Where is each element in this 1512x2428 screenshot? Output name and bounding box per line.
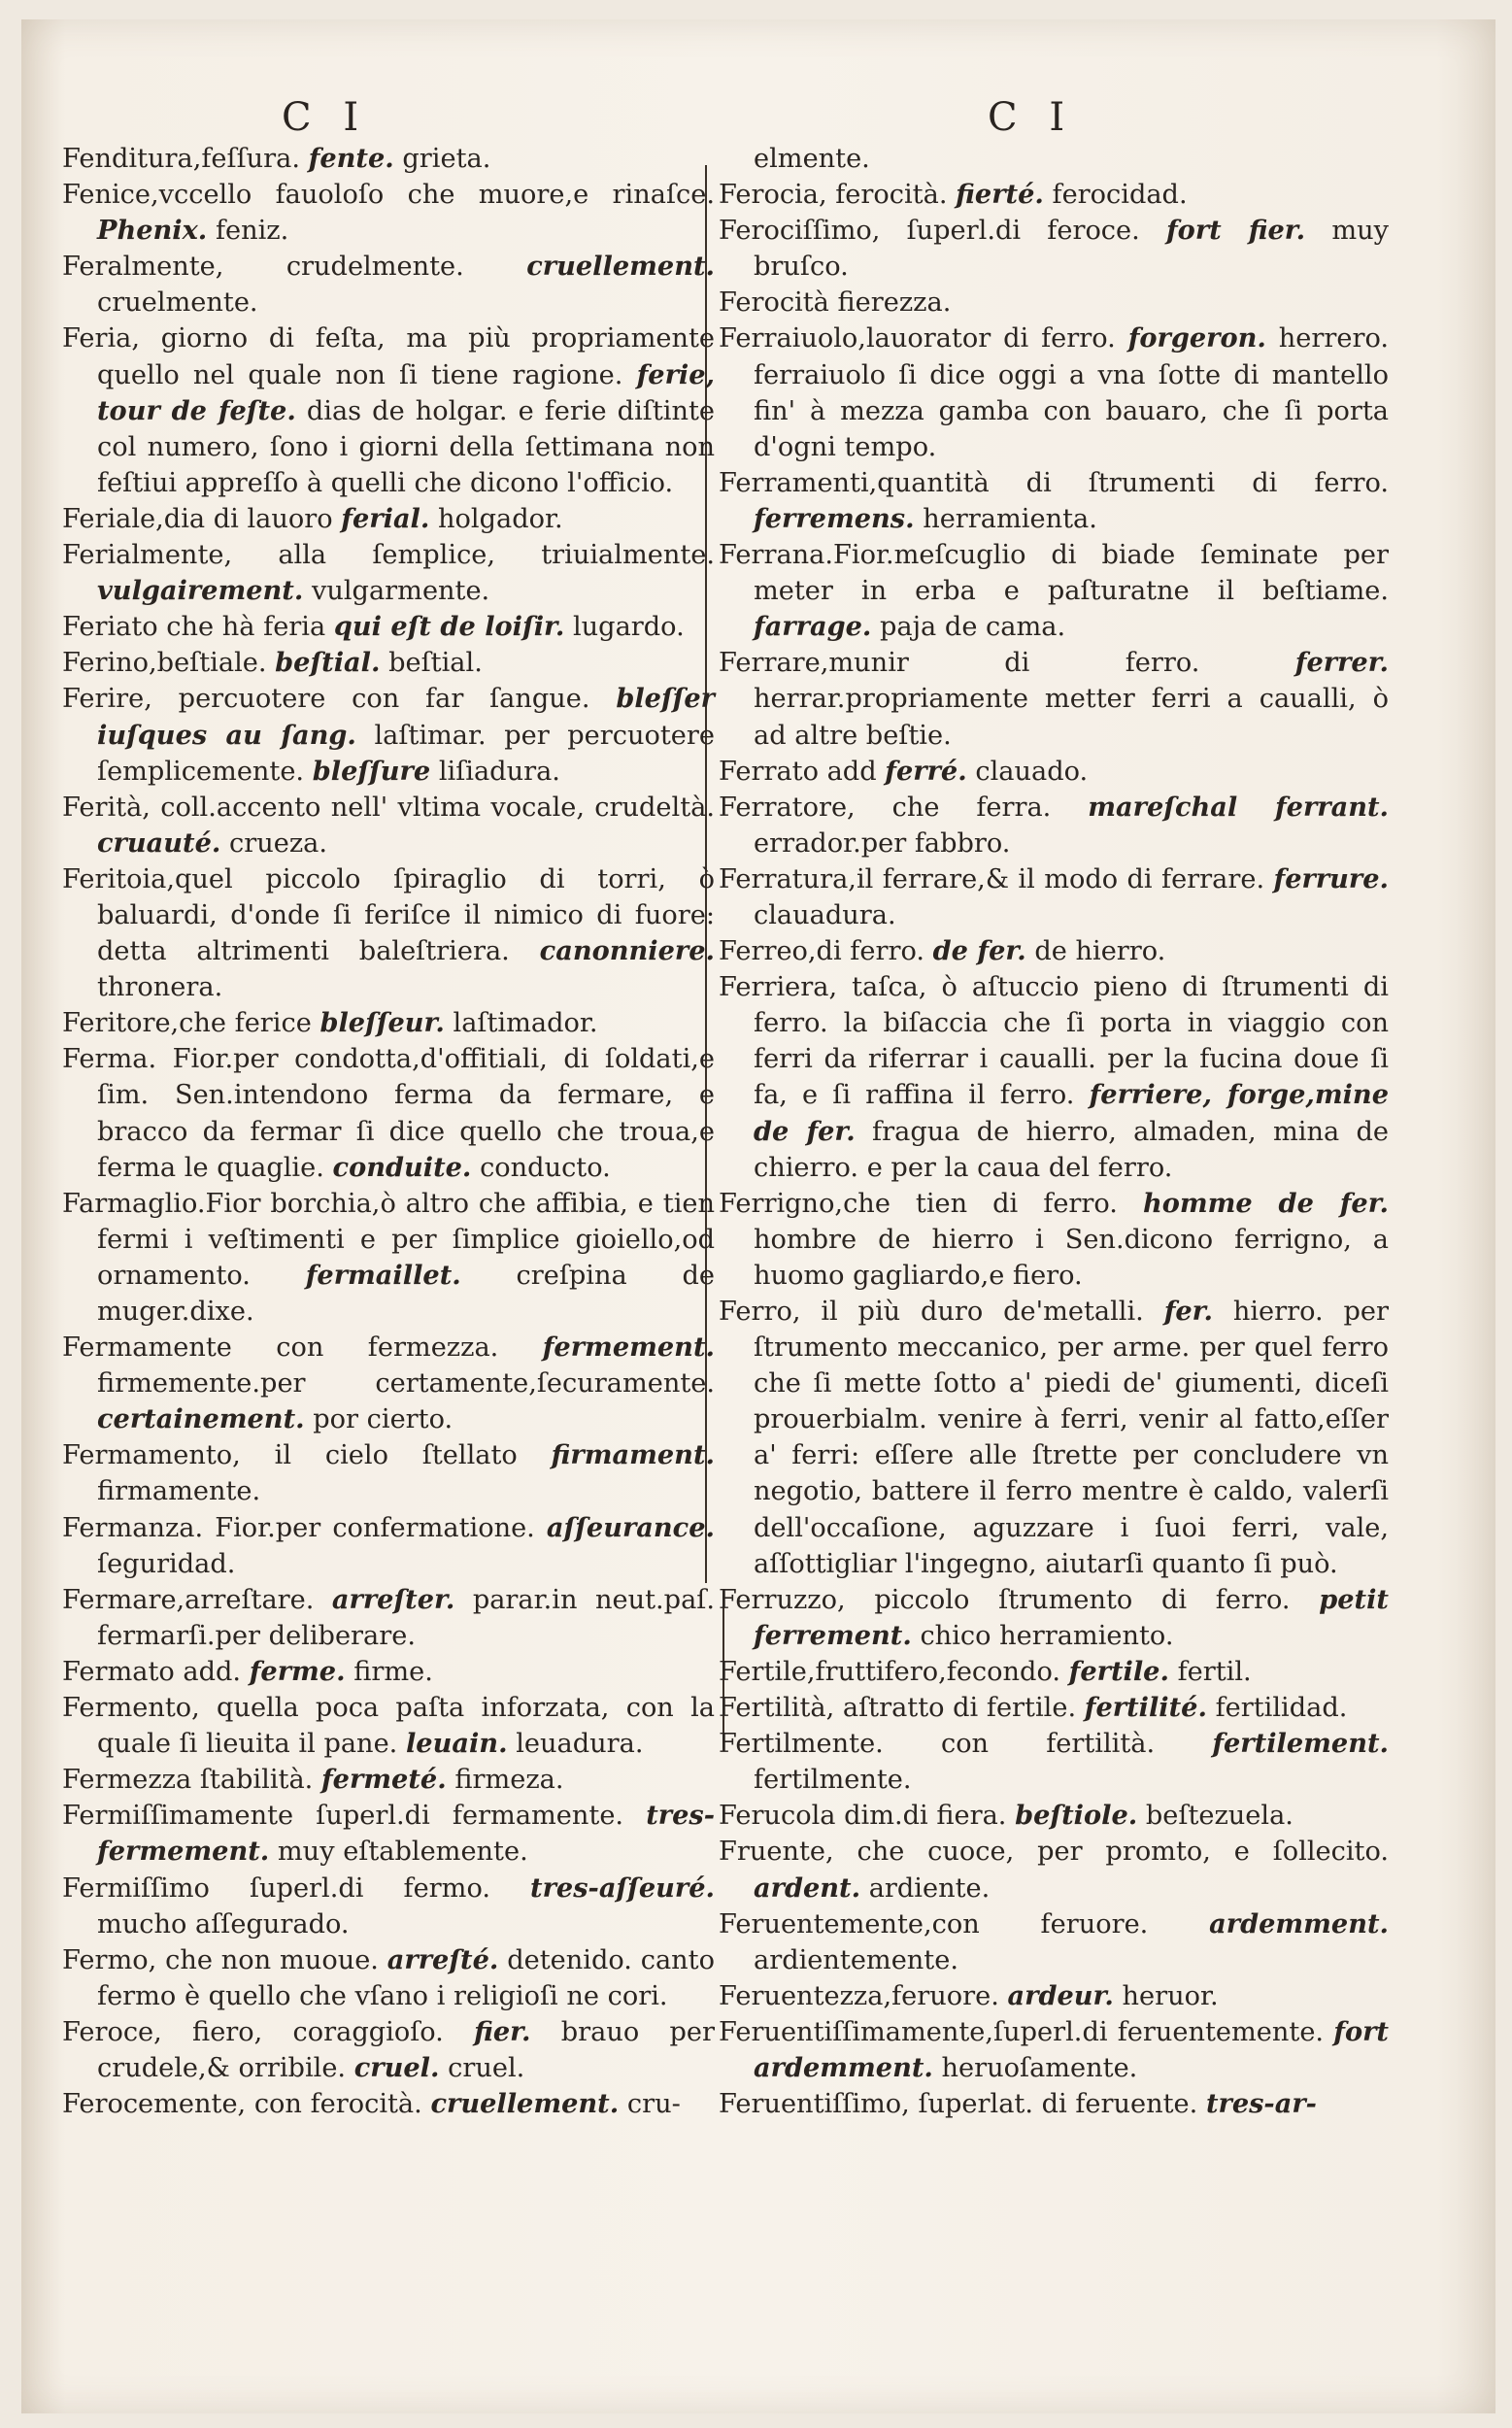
spanish-gloss: elmente. [754,144,870,174]
spanish-gloss: brauo per crudele,& orribile. [97,2016,715,2083]
right-column [719,141,1389,2122]
spanish-gloss: grieta. [402,144,491,174]
spanish-gloss: mucho aſſegurado. [97,1908,350,1939]
spanish-gloss: feniz. [215,216,289,247]
french-gloss: fermement. [542,1332,715,1364]
spanish-gloss: firme. [353,1656,433,1687]
dictionary-entry [62,1041,715,1185]
entry-headword-text: Feria, giorno di feſta, ma più propriamente quello nel quale non ſi tiene ragione. [62,323,715,390]
dictionary-entry [62,2014,715,2086]
spanish-gloss: lugardo. [572,612,685,643]
french-gloss: conduite. [332,1151,472,1183]
spanish-gloss: clauado. [975,756,1089,787]
french-gloss: forgeron. [1127,322,1266,354]
dictionary-entry [719,1906,1389,1978]
dictionary-entry [62,1582,715,1654]
spanish-gloss: cruel. [448,2052,525,2083]
dictionary-entry [719,1798,1389,1834]
dictionary-entry [62,1654,715,1690]
french-gloss: cruellement. [526,251,715,283]
french-gloss: ardeur. [1007,1979,1114,2011]
french-gloss: beſtial. [275,647,381,679]
entry-headword-text: Feruentiſſimo, ſuperlat. di feruente. [719,2089,1198,2120]
french-gloss: cruauté. [97,826,221,859]
entry-headword-text: Feruentemente,con feruore. [719,1908,1149,1939]
spanish-gloss: ardiente. [868,1872,991,1904]
french-gloss: cruellement. [430,2088,620,2120]
french-gloss: fertilement. [1212,1728,1389,1760]
dictionary-entry [719,645,1389,753]
french-gloss: tres-ar- [1205,2088,1317,2120]
entry-headword-text: Fermamento, il cielo ſtellato [62,1440,518,1471]
french-gloss: homme de fer. [1142,1187,1389,1219]
entry-headword-text: Fertilità, aſtratto di fertile. [719,1693,1077,1724]
spanish-gloss: herrero. ferraiuolo ſi dice oggi a vna ſotte di mantello fin' à mezza gamba con bauaro, che ſi porta d'ogni tempo. [754,323,1389,462]
french-gloss: fertilité. [1084,1692,1207,1724]
spanish-gloss: firmemente.per certamente,ſecuramente. [97,1368,715,1399]
entry-headword-text: Feralmente, crudelmente. [62,252,464,283]
french-gloss: certainement. [97,1403,305,1435]
dictionary-entry [62,1871,715,1942]
book-page [21,19,1495,2413]
entry-headword-text: Ferma. Fior.per condotta,d'offitiali, di ſoldati,e ſim. Sen.intendono ferma da fermare, e bracco da fermar ſi dice quello che troua,e ferma le quaglie. [62,1044,715,1183]
french-gloss: fer. [1163,1296,1213,1327]
spanish-gloss: crueza. [229,827,328,859]
spanish-gloss: ardientemente. [754,1944,958,1975]
french-gloss: fort fier. [1165,215,1306,247]
dictionary-entry [62,609,715,645]
entry-headword-text: Ferocemente, con ferocità. [62,2089,422,2120]
dictionary-entry [62,1437,715,1509]
spanish-gloss: liſiadura. [438,756,560,787]
dictionary-entry [719,933,1389,969]
french-gloss: canonniere. [539,935,715,967]
spanish-gloss: clauadura. [754,899,896,930]
french-gloss: leuain. [405,1728,508,1760]
dictionary-entry [719,790,1389,861]
entry-headword-text: Ferialmente, alla ſemplice, triuialmente. [62,540,715,571]
left-column-heading: C I [282,95,369,140]
entry-headword-text: Ferocia, ferocità. [719,180,948,211]
dictionary-entry [719,320,1389,464]
spanish-gloss: detenido. canto fermo è quello che vſano i religioſi ne cori. [97,1944,715,2011]
entry-headword-text: Ferino,beſtiale. [62,648,267,679]
entry-headword-text: Ferratura,il ferrare,& il modo di ferrare. [719,863,1265,894]
entry-headword-text: Fermento, quella poca paſta inforzata, con la quale ſi lieuita il pane. [62,1693,715,1760]
spanish-gloss: heruoſamente. [941,2052,1138,2083]
spanish-gloss: beſtezuela. [1145,1801,1294,1832]
dictionary-entry [62,249,715,320]
spanish-gloss: vulgarmente. [311,576,490,607]
dictionary-entry [719,861,1389,933]
french-gloss: petit ferrement. [754,1583,1389,1651]
entry-headword-text: Fermiſſimamente ſuperl.di fermamente. [62,1801,624,1832]
entry-headword-text: Ferrigno,che tien di ferro. [719,1188,1118,1219]
dictionary-entry [719,1582,1389,1654]
dictionary-entry [62,1942,715,2014]
dictionary-entry [62,1798,715,1870]
french-gloss: ferriere, forge,mine de fer. [754,1079,1389,1147]
french-gloss: ardent. [754,1872,861,1904]
spanish-gloss: muy eſtablemente. [277,1837,528,1868]
spanish-gloss: holgador. [438,503,563,534]
french-gloss: bleſſer iuſques au ſang. [97,683,715,751]
entry-headword-text: Fermiſſimo ſuperl.di fermo. [62,1872,490,1904]
spanish-gloss: thronera. [97,972,223,1003]
dictionary-entry [719,1294,1389,1582]
dictionary-entry [62,320,715,500]
french-gloss: arreſter. [331,1583,455,1615]
entry-headword-text: Ferro, il più duro de'metalli. [719,1297,1144,1327]
french-gloss: fente. [308,143,394,174]
spanish-gloss: cruelmente. [97,287,258,319]
french-gloss: fort ardemment. [754,2015,1389,2083]
right-column-heading: C I [988,95,1075,140]
dictionary-entry [62,501,715,537]
spanish-gloss: muy bruſco. [754,216,1389,283]
dictionary-entry [62,177,715,249]
spanish-gloss: leuadura. [516,1729,644,1760]
dictionary-entry [719,213,1389,285]
dictionary-entry [719,537,1389,645]
french-gloss: ferme. [249,1655,346,1687]
dictionary-entry [62,1690,715,1762]
dictionary-entry [719,2086,1389,2122]
spanish-gloss: herramienta. [923,503,1097,534]
dictionary-entry [719,2014,1389,2086]
spanish-gloss: errador.per fabbro. [754,827,1011,859]
dictionary-entry [719,1834,1389,1905]
dictionary-entry [719,177,1389,213]
french-gloss: qui eſt de loiſir. [333,611,565,643]
spanish-gloss: conducto. [480,1152,611,1183]
spanish-gloss: paja de cama. [880,612,1066,643]
entry-headword-text: Ferriera, taſca, ò aſtuccio pieno di ſtrumenti di ferro. la biſaccia che ſi porta in viaggio con ferri da riferrar i caualli. per la fucina doue ſi fa, e ſi raffina il ferro. [719,972,1389,1111]
entry-headword-text: Ferreo,di ferro. [719,936,924,967]
french-gloss: ferial. [341,502,430,534]
dictionary-entry [719,285,1389,320]
french-gloss: tres-fermement. [97,1800,715,1868]
entry-headword-text: Fermo, che non muoue. [62,1944,379,1975]
entry-headword-text: Ferramenti,quantità di ſtrumenti di ferro. [719,467,1389,498]
french-gloss: fertile. [1068,1655,1169,1687]
french-gloss: fermeté. [320,1764,447,1796]
french-gloss: ferie, tour de feſte. [97,358,715,426]
entry-headword-text: Fertile,fruttifero,fecondo. [719,1656,1060,1687]
entry-headword-text: Fenditura,feſſura. [62,144,300,174]
dictionary-entry [62,1330,715,1437]
dictionary-entry [62,537,715,609]
dictionary-entry [719,754,1389,790]
entry-headword-text: Feruentiſſimamente,ſuperl.di feruentemente. [719,2016,1325,2047]
dictionary-entry [719,141,1389,177]
spanish-gloss: fertilmente. [754,1765,912,1796]
spanish-gloss: laſtimar. per percuotere ſemplicemente. [97,720,715,787]
entry-headword-text: Ferrato add [719,756,877,787]
french-gloss: ferrure. [1273,862,1389,894]
entry-headword-text: Ferità, coll.accento nell' vltima vocale, crudeltà. [62,792,715,823]
french-gloss: fier. [474,2015,531,2047]
spanish-gloss: creſpina de muger.dixe. [97,1260,715,1327]
spanish-gloss: de hierro. [1034,936,1166,967]
entry-headword-text: Fermezza ſtabilità. [62,1765,314,1796]
french-gloss: ardemment. [1209,1907,1389,1939]
spanish-gloss: chico herramiento. [920,1620,1174,1651]
spanish-gloss: herrar.propriamente metter ferri a caualli, ò ad altre beſtie. [754,684,1389,751]
dictionary-entry [62,645,715,681]
french-gloss: cruel. [353,2051,440,2083]
entry-headword-text: Ferire, percuotere con far ſangue. [62,684,590,715]
dictionary-entry [62,1762,715,1798]
entry-headword-text: Fermato add. [62,1656,242,1687]
dictionary-entry [719,969,1389,1186]
dictionary-entry [62,141,715,177]
dictionary-entry [62,861,715,1005]
french-gloss: bleſſeur. [319,1007,445,1039]
french-gloss: firmament. [551,1439,715,1471]
spanish-gloss: fertil. [1177,1656,1252,1687]
spanish-gloss: firmeza. [454,1765,564,1796]
french-gloss: beſtiole. [1015,1800,1138,1832]
entry-headword-text: Fruente, che cuoce, per promto, e ſollecito. [719,1837,1389,1868]
dictionary-entry [62,1005,715,1041]
entry-headword-text: Feriale,dia di lauoro [62,503,333,534]
french-gloss: aſſeurance. [546,1511,715,1543]
french-gloss: Phenix. [97,215,208,247]
spanish-gloss: fragua de hierro, almaden, mina de chierro. e per la caua del ferro. [754,1116,1389,1183]
spanish-gloss: por cierto. [313,1404,454,1435]
french-gloss: vulgairement. [97,575,304,607]
french-gloss: fierté. [956,179,1044,211]
spanish-gloss: beſtial. [388,648,483,679]
french-gloss: de fer. [932,935,1026,967]
spanish-gloss: ferocidad. [1052,180,1188,211]
dictionary-entry [719,1978,1389,2014]
entry-headword-text: Feruentezza,feruore. [719,1980,999,2011]
french-gloss: mareſchal ferrant. [1088,791,1389,823]
spanish-gloss: ſeguridad. [97,1548,236,1579]
spanish-gloss: dias de holgar. e ferie diſtinte col numero, ſono i giorni della ſettimana non feſtiui appreſſo à quelli che dicono l'officio. [97,395,715,498]
spanish-gloss: cru- [626,2089,681,2120]
left-column [62,141,715,2122]
french-gloss: tres-aſſeuré. [530,1872,715,1904]
spanish-gloss: firmamente. [97,1476,261,1507]
french-gloss: farrage. [754,611,872,643]
french-gloss: ferrer. [1294,647,1389,679]
dictionary-entry [719,465,1389,537]
entry-headword-text: Feriato che hà feria [62,612,326,643]
spanish-gloss: fertilidad. [1215,1693,1348,1724]
dictionary-entry [719,1690,1389,1726]
french-gloss: bleſſure [312,755,431,787]
entry-headword-text: Fenice,vccello fauoloſo che muore,e rinaſce. [62,180,715,211]
dictionary-entry [62,790,715,861]
dictionary-entry [719,1654,1389,1690]
spanish-gloss: laſtimador. [453,1008,598,1039]
dictionary-entry [62,2086,715,2122]
entry-headword-text: Farmaglio.Fior borchia,ò altro che affibia, e tien fermi i veſtimenti e per ſimplice gioiello,od ornamento. [62,1188,715,1291]
entry-headword-text: Ferrare,munir di ferro. [719,648,1200,679]
dictionary-entry [62,681,715,789]
entry-headword-text: Ferruzzo, piccolo ſtrumento di ferro. [719,1584,1291,1615]
entry-headword-text: Ferratore, che ferra. [719,792,1052,823]
spanish-gloss: hombre de hierro i Sen.dicono ferrigno, a huomo gagliardo,e fiero. [754,1224,1389,1291]
dictionary-entry [62,1510,715,1582]
french-gloss: fermaillet. [305,1259,461,1291]
entry-headword-text: Feritoia,quel piccolo ſpiraglio di torri, ò baluardi, d'onde ſi feriſce il nimico di fuore: detta altrimenti baleſtriera. [62,863,715,967]
spanish-gloss: hierro. per ſtrumento meccanico, per arme. per quel ferro che ſi mette ſotto a' piedi de' giumenti, diceſi prouerbialm. venire à ferri, venir al fatto,eſſer a' ferri: eſſere alle ſtrette per concludere vn negotio, battere il ferro mentre è caldo, valerſi dell'occaſione, aguzzare i ſuoi ferri, vale, aſſottigliar l'ingegno, aiutarſi quanto ſi può. [754,1297,1389,1579]
spanish-gloss: parar.in neut.paſ. fermarſi.per deliberare. [97,1584,715,1651]
entry-headword-text: Ferraiuolo,lauorator di ferro. [719,323,1116,354]
french-gloss: ferré. [885,755,967,787]
entry-headword-text: Fermare,arreſtare. [62,1584,315,1615]
entry-headword-text: Ferocità fierezza. [719,287,952,319]
dictionary-entry [62,1186,715,1330]
spanish-gloss: heruor. [1122,1980,1219,2011]
french-gloss: arreſté. [386,1943,499,1975]
entry-headword-text: Ferrana.Fior.meſcuglio di biade ſeminate per meter in erba e paſturatne il beſtiame. [719,540,1389,607]
entry-headword-text: Fermanza. Fior.per confermatione. [62,1512,535,1543]
entry-headword-text: Feritore,che ferice [62,1008,312,1039]
dictionary-entry [719,1726,1389,1798]
entry-headword-text: Fermamente con fermezza. [62,1332,499,1364]
french-gloss: ferremens. [754,502,915,534]
entry-headword-text: Feroce, fiero, coraggioſo. [62,2016,444,2047]
dictionary-entry [719,1186,1389,1294]
entry-headword-text: Fertilmente. con fertilità. [719,1729,1156,1760]
entry-headword-text: Ferucola dim.di fiera. [719,1801,1007,1832]
entry-headword-text: Ferociſſimo, ſuperl.di feroce. [719,216,1140,247]
